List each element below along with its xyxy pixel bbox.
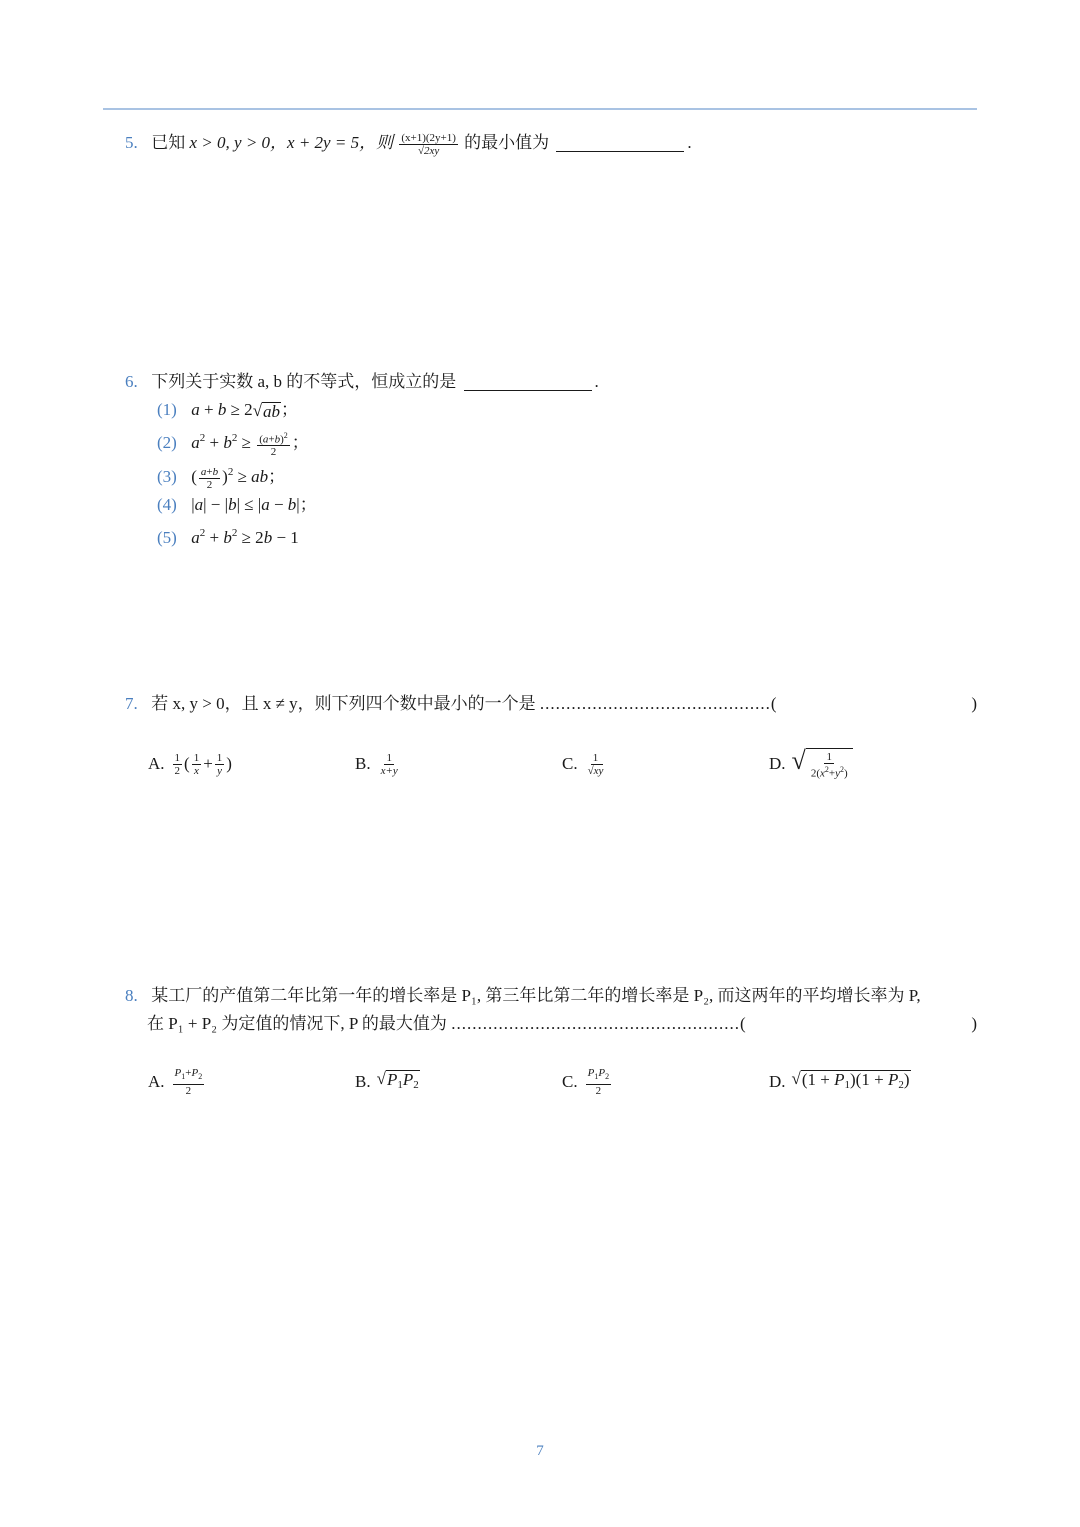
page-number: 7: [536, 1443, 544, 1459]
q8-option-d[interactable]: D. √ $(1 + P_1)(1 + P_2)$: [769, 1064, 911, 1100]
q8-option-b[interactable]: B. √ $P_1P_2$: [355, 1064, 420, 1100]
q8-options: [148, 1064, 948, 1100]
q5-fraction: [399, 132, 458, 157]
header-rule: [103, 108, 977, 110]
q6-statement-3: (3) ( $\frac{a+b}{2}$ )$^2$ ≥ ab；: [157, 466, 286, 492]
q6-statement-list: [157, 396, 977, 552]
question-number: 7.: [125, 694, 138, 713]
q6-statement-1: (1) a + b ≥ 2 √ ab ；: [157, 400, 299, 422]
q7-stem: 若 x, y > 0，且 x ≠ y，则下列四个数中最小的一个是: [151, 694, 536, 713]
question-5: 5. 已知 x > 0, y > 0，x + 2y = 5，则 $\frac{(x+1)(2y+1)}{√2xy}$ 的最小值为 .: [125, 129, 977, 157]
answer-blank[interactable]: [464, 372, 592, 391]
q7-option-d[interactable]: D. √ $\frac{1}{2(x^2+y^2)}$: [769, 746, 853, 782]
q8-option-a[interactable]: A. $\frac{P_1+P_2}{2}$: [148, 1067, 203, 1097]
q7-option-c[interactable]: C. $\frac{1}{√xy}$: [562, 751, 604, 777]
q8-option-c[interactable]: C. $\frac{P_1P_2}{2}$: [562, 1067, 610, 1097]
q5-frac-denominator: √2xy: [417, 144, 440, 157]
answer-bracket[interactable]: ): [971, 694, 977, 713]
q5-frac-numerator: (x+1)(2y+1): [401, 131, 456, 144]
question-number: 5.: [125, 133, 138, 152]
q8-line-2: 在 P₁ + P₂ 为定值的情况下, P 的最大值为: [147, 1014, 447, 1033]
q5-condition: x > 0, y > 0，x + 2y = 5，则: [189, 133, 394, 152]
q7-options: [148, 746, 948, 782]
question-number: 6.: [125, 372, 138, 391]
q6-statement-4: (4) |a| − |b| ≤ |a − b|；: [157, 495, 317, 515]
leader-dots: .......................................................(: [451, 1014, 747, 1033]
q7-option-b[interactable]: B. $\frac{1}{x+y}$: [355, 751, 398, 777]
question-number: 8.: [125, 986, 138, 1005]
answer-bracket[interactable]: ): [971, 1014, 977, 1033]
q5-prefix: 已知: [151, 133, 186, 152]
question-7: [125, 690, 977, 718]
q7-option-a[interactable]: A. $\frac{1}{2}$ ( $\frac{1}{x}$ + $\frac{1}{y}$ ): [148, 751, 232, 777]
question-6: 6. 下列关于实数 a, b 的不等式，恒成立的是 . (1) a + b ≥ 2 √ ab ； (2) $a^2 + b^2$ ≥ $\frac{(a+b)^2}{2}$ ； (3) ( $\frac{a+b}{2}$ )$^2$ ≥ ab； (4) |a| − |b| ≤ |a − b|； (5) $a^2 + b^2 \ge 2b - 1$: [125, 368, 977, 552]
leader-dots: ............................................(: [539, 694, 778, 713]
q6-stem: 下列关于实数 a, b 的不等式，恒成立的是: [151, 372, 457, 391]
q6-statement-2: (2) $a^2 + b^2$ ≥ $\frac{(a+b)^2}{2}$ ；: [157, 430, 309, 459]
question-8-line-2: [147, 1010, 977, 1038]
q8-line-1: 某工厂的产值第二年比第一年的增长率是 P₁, 第三年比第二年的增长率是 P₂, 而这两年的平均增长率为 P,: [151, 986, 921, 1005]
answer-blank[interactable]: [556, 133, 684, 152]
q6-statement-5: (5) $a^2 + b^2 \ge 2b - 1$: [157, 527, 299, 548]
question-8: [125, 982, 977, 1010]
q5-suffix: 的最小值为: [464, 133, 550, 152]
